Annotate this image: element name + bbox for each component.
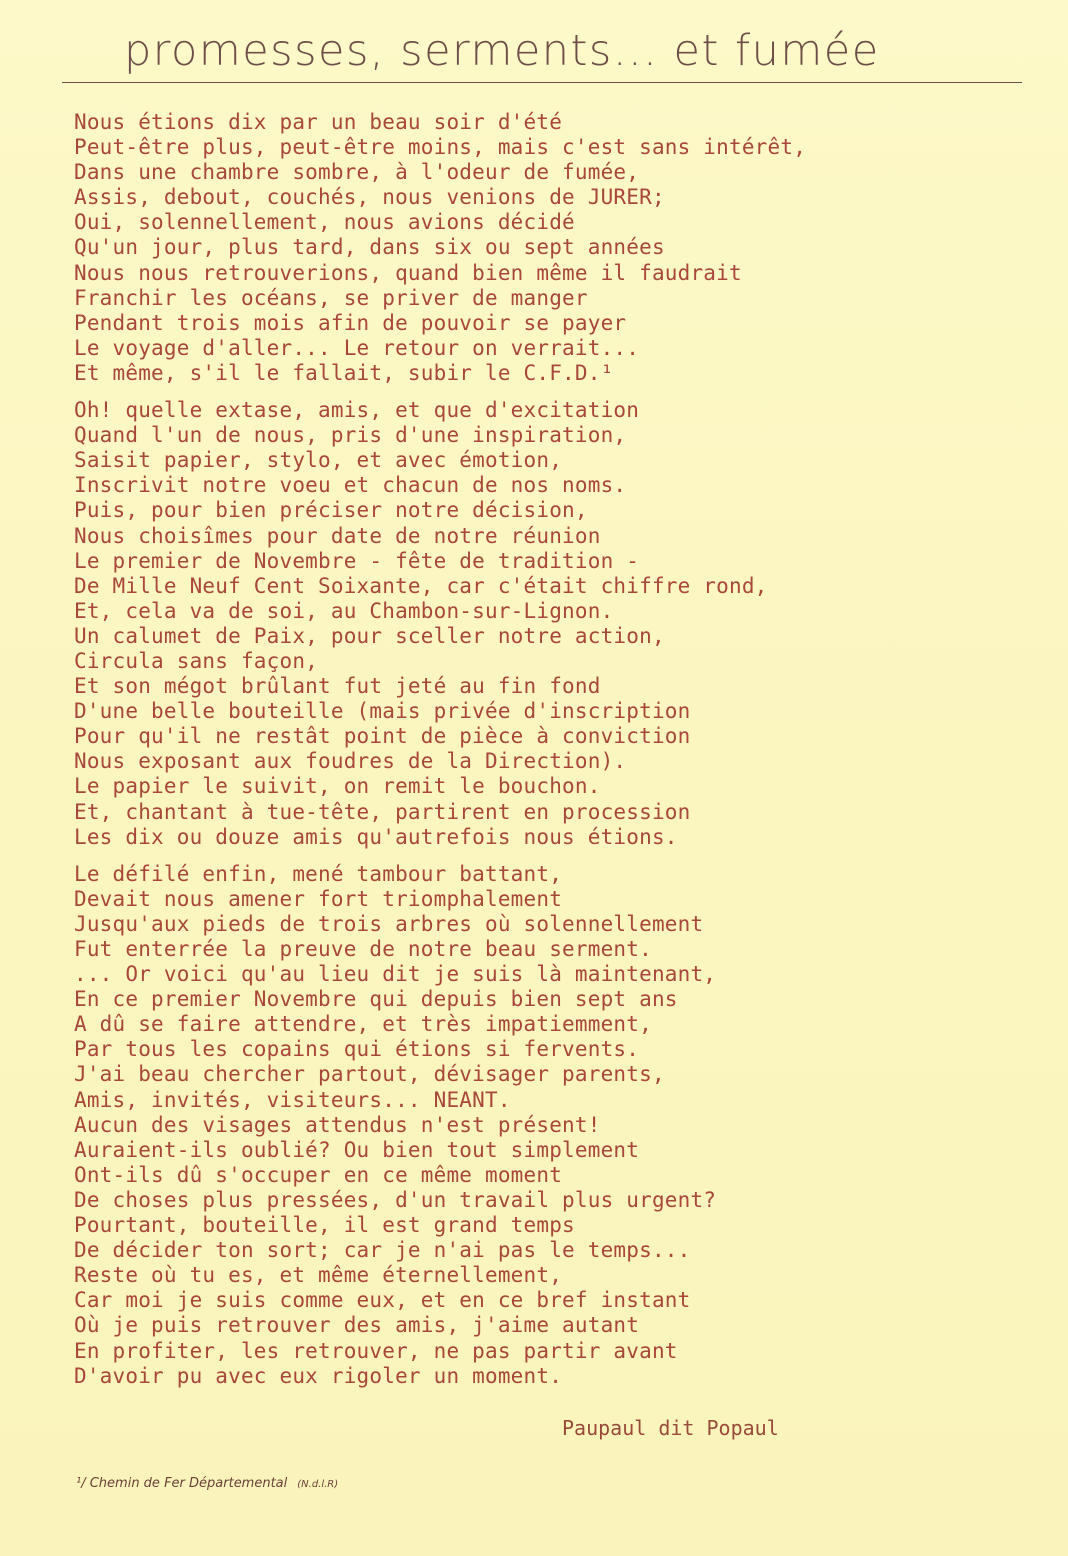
poem-line: Par tous les copains qui étions si fervents. (74, 1037, 640, 1062)
poem-line: En profiter, les retrouver, ne pas partir avant (74, 1338, 678, 1363)
stanza (74, 110, 974, 386)
poem-line: Amis, invités, visiteurs... NEANT. (74, 1087, 511, 1112)
poem-line: Devait nous amener fort triomphalement (74, 886, 563, 911)
poem-line: ... Or voici qu'au lieu dit je suis là maintenant, (74, 962, 717, 987)
poem-line: Nous choisîmes pour date de notre réunion (74, 523, 601, 548)
poem-line: De choses plus pressées, d'un travail plus urgent? (74, 1187, 717, 1212)
poem-line: Pendant trois mois afin de pouvoir se payer (74, 310, 627, 335)
poem-line: Reste où tu es, et même éternellement, (74, 1263, 563, 1288)
poem-line: En ce premier Novembre qui depuis bien sept ans (74, 987, 678, 1012)
poem-line: Oui, solennellement, nous avions décidé (74, 210, 575, 235)
poem-line: Les dix ou douze amis qu'autrefois nous étions. (74, 824, 678, 849)
poem-line: Le papier le suivit, on remit le bouchon. (74, 774, 601, 799)
poem-line: Inscrivit notre voeu et chacun de nos noms. (74, 473, 627, 498)
poem-line: A dû se faire attendre, et très impatiemment, (74, 1012, 652, 1037)
poem-line: De Mille Neuf Cent Soixante, car c'était chiffre rond, (74, 573, 768, 598)
poem-line: Peut-être plus, peut-être moins, mais c'est sans intérêt, (74, 135, 807, 160)
poem-line: Et son mégot brûlant fut jeté au fin fond (74, 674, 601, 699)
poem-line: Car moi je suis comme eux, et en ce bref instant (74, 1288, 691, 1313)
poem-line: Nous exposant aux foudres de la Direction). (74, 749, 627, 774)
poem-line: Dans une chambre sombre, à l'odeur de fumée, (74, 160, 640, 185)
poem-line: Pourtant, bouteille, il est grand temps (74, 1213, 575, 1238)
poem-line: Fut enterrée la preuve de notre beau serment. (74, 937, 652, 961)
poem-line: Le défilé enfin, mené tambour battant, (74, 861, 563, 886)
stanza (74, 398, 974, 850)
poem-line: Quand l'un de nous, pris d'une inspiration, (74, 423, 627, 448)
title-underline (62, 82, 1022, 83)
poem-line: Puis, pour bien préciser notre décision, (74, 498, 588, 523)
poem-line: Et même, s'il le fallait, subir le C.F.D.¹ (74, 360, 614, 385)
poem-line: Assis, debout, couchés, nous venions de JURER; (74, 185, 665, 210)
poem-line: De décider ton sort; car je n'ai pas le temps... (74, 1238, 691, 1263)
poem-line: Jusqu'aux pieds de trois arbres où solennellement (74, 911, 704, 936)
poem-line: J'ai beau chercher partout, dévisager parents, (74, 1062, 665, 1087)
poem-line: Pour qu'il ne restât point de pièce à conviction (74, 724, 691, 749)
poem-line: Oh! quelle extase, amis, et que d'excitation (74, 398, 640, 423)
poem-line: Aucun des visages attendus n'est présent! (74, 1112, 601, 1137)
stanza (74, 862, 974, 1389)
poem-line: Le voyage d'aller... Le retour on verrait... (74, 335, 640, 360)
poem-line: D'avoir pu avec eux rigoler un moment. (74, 1363, 563, 1388)
poem-line: Circula sans façon, (74, 648, 319, 673)
footnote (76, 1476, 338, 1491)
poem-line: D'une belle bouteille (mais privée d'inscription (74, 699, 691, 724)
poem-line: Nous étions dix par un beau soir d'été (74, 110, 563, 134)
poem-line: Nous nous retrouverions, quand bien même il faudrait (74, 260, 742, 285)
poem-line: Saisit papier, stylo, et avec émotion, (74, 448, 563, 473)
footnote-text: ¹/ Chemin de Fer Départemental (76, 1476, 288, 1491)
poem-line: Auraient-ils oublié? Ou bien tout simplement (74, 1137, 640, 1162)
poem-line: Ont-ils dû s'occuper en ce même moment (74, 1162, 563, 1187)
poem-line: Et, cela va de soi, au Chambon-sur-Lignon. (74, 598, 614, 623)
poem-line: Franchir les océans, se priver de manger (74, 285, 588, 310)
poem-line: Le premier de Novembre - fête de tradition - (74, 548, 640, 573)
poem-line: Qu'un jour, plus tard, dans six ou sept années (74, 235, 665, 260)
poem-line: Un calumet de Paix, pour sceller notre action, (74, 623, 665, 648)
title-block (62, 26, 1022, 88)
signature: Paupaul dit Popaul (562, 1416, 779, 1440)
poem-line: Où je puis retrouver des amis, j'aime autant (74, 1313, 640, 1338)
poem-line: Et, chantant à tue-tête, partirent en procession (74, 799, 691, 824)
poem-title: promesses, serments... et fumée (124, 26, 880, 76)
footnote-abbreviation: (N.d.l.R) (297, 1479, 339, 1490)
poem-body (74, 110, 974, 1401)
